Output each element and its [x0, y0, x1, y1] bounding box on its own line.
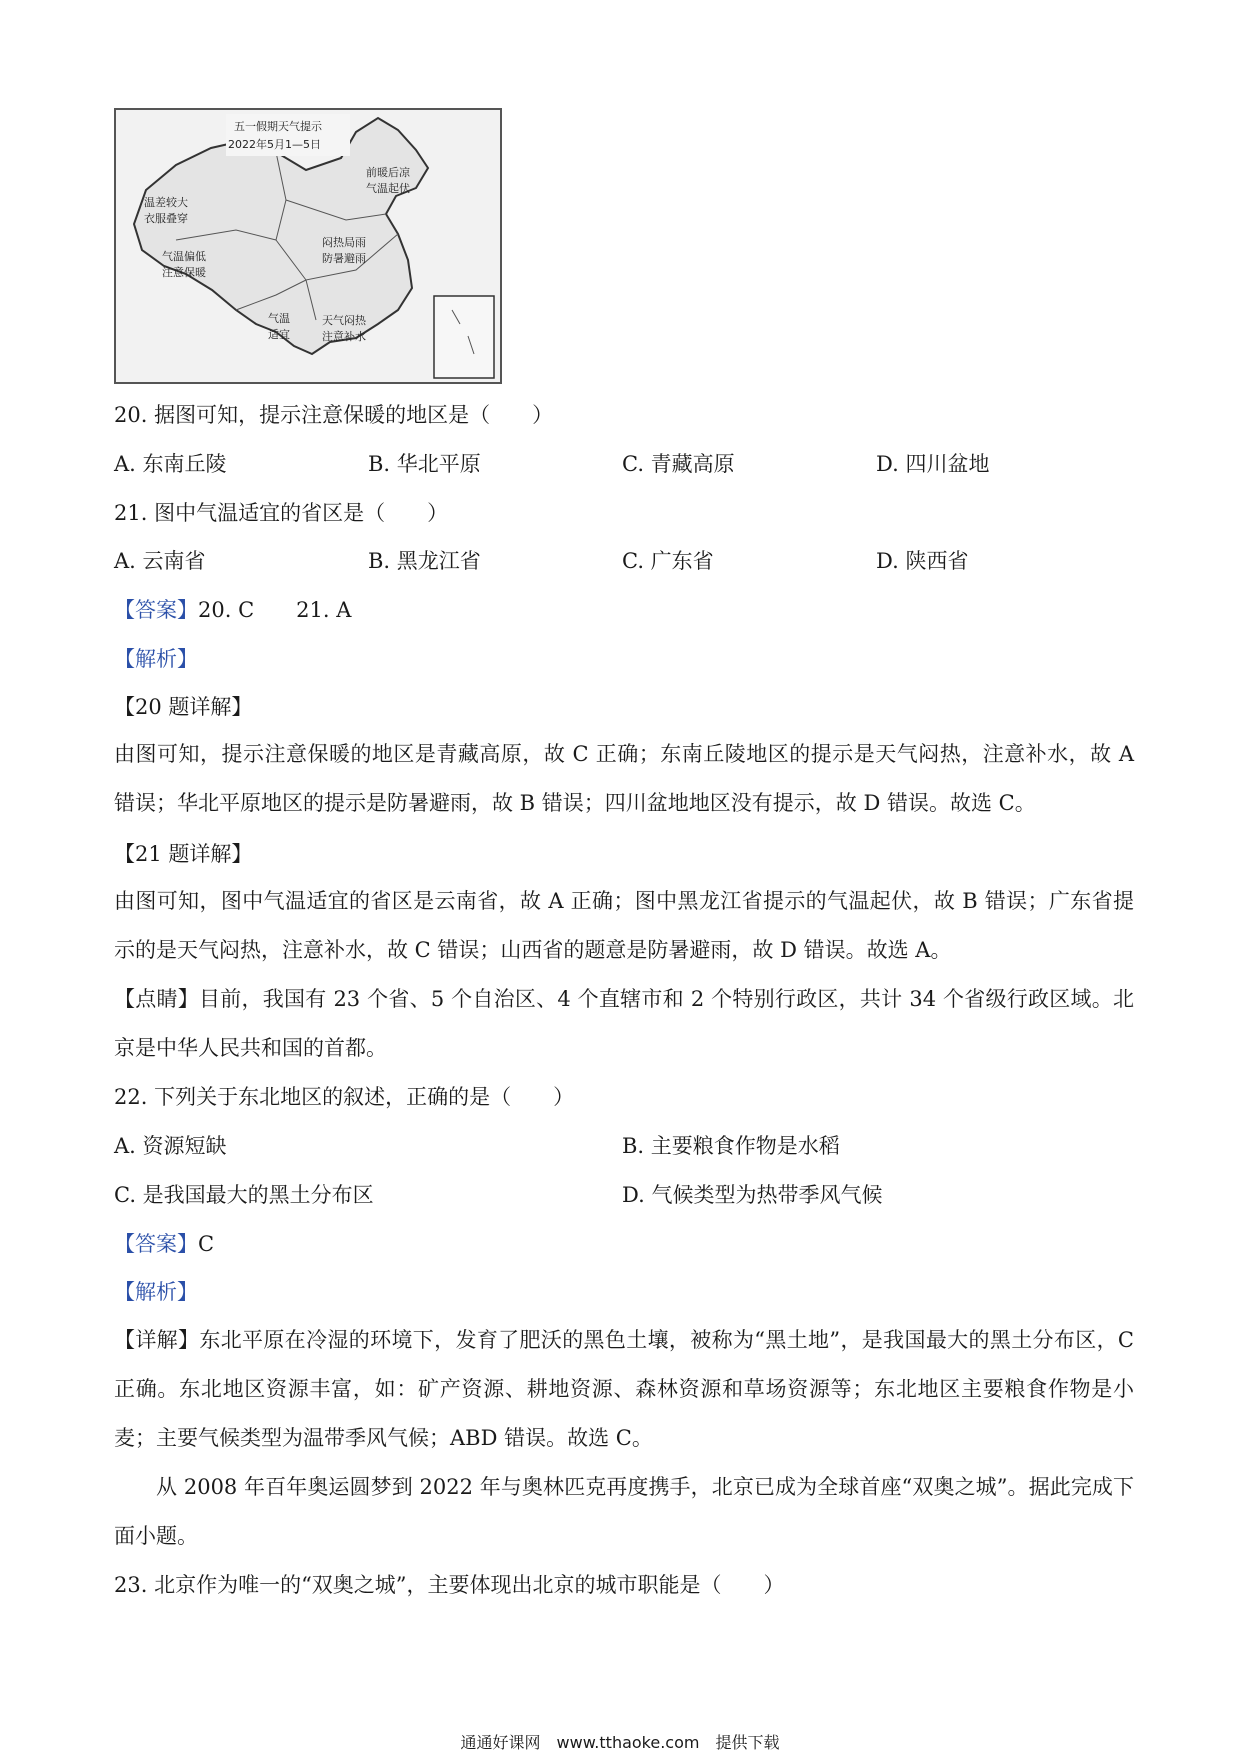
q21-option-b: B. 黑龙江省: [368, 549, 481, 573]
label-tibet-2: 注意保暖: [162, 266, 206, 279]
q20-option-c: C. 青藏高原: [622, 452, 735, 476]
q22-option-c: C. 是我国最大的黑土分布区: [114, 1183, 374, 1207]
q21-option-a: A. 云南省: [114, 549, 206, 573]
map-graphic: [116, 110, 500, 382]
label-tibet-1: 气温偏低: [162, 250, 206, 263]
analysis-tag-1: 【解析】: [114, 647, 198, 671]
q20-option-d: D. 四川盆地: [876, 452, 990, 476]
label-southeast-2: 注意补水: [322, 330, 366, 343]
q20-option-b: B. 华北平原: [368, 452, 481, 476]
detail-21-title: 【21 题详解】: [114, 842, 253, 866]
analysis-tag-2: 【解析】: [114, 1280, 198, 1304]
detail-21-text: 由图可知，图中气温适宜的省区是云南省，故 A 正确；图中黑龙江省提示的气温起伏，故 B 错误；广东省提示的是天气闷热，注意补水，故 C 错误；山西省的题意是防暑避雨，故 D 错误。故选 A。: [114, 889, 1134, 962]
answer-20-21: [114, 595, 351, 625]
label-southeast-1: 天气闷热: [322, 314, 366, 327]
china-weather-map: [114, 108, 502, 384]
q21-stem: 21. 图中气温适宜的省区是（ ）: [114, 501, 449, 525]
detail-20-text: 由图可知，提示注意保暖的地区是青藏高原，故 C 正确；东南丘陵地区的提示是天气闷热，注意补水，故 A 错误；华北平原地区的提示是防暑避雨，故 B 错误；四川盆地地区没有提示，故 D 错误。故选 C。: [114, 742, 1134, 815]
label-north-1: 闷热局雨: [322, 236, 366, 249]
q23-stem: 23. 北京作为唯一的“双奥之城”，主要体现出北京的城市职能是（ ）: [114, 1573, 785, 1597]
q22-option-d: D. 气候类型为热带季风气候: [622, 1183, 883, 1207]
q20-option-a: A. 东南丘陵: [114, 452, 227, 476]
q20-stem: 20. 据图可知，提示注意保暖的地区是（ ）: [114, 403, 554, 427]
label-north-2: 防暑避雨: [322, 252, 366, 265]
footer-source: 通通好课网 www.tthaoke.com 提供下载: [460, 1733, 780, 1752]
answer-tag-2: 【答案】: [114, 1232, 198, 1256]
map-date: 2022年5月1—5日: [228, 138, 321, 151]
map-title: 五一假期天气提示: [234, 120, 322, 133]
q21-option-c: C. 广东省: [622, 549, 714, 573]
label-northeast-2: 气温起伏: [366, 182, 410, 195]
label-northeast-1: 前暖后凉: [366, 166, 410, 179]
q22-stem: 22. 下列关于东北地区的叙述，正确的是（ ）: [114, 1085, 575, 1109]
q21-option-d: D. 陕西省: [876, 549, 969, 573]
answer-22: [114, 1229, 214, 1259]
q22-option-b: B. 主要粮食作物是水稻: [622, 1134, 840, 1158]
q22-option-a: A. 资源短缺: [114, 1134, 227, 1158]
answer-tag: 【答案】: [114, 598, 198, 622]
label-yunnan-1: 气温: [268, 312, 290, 325]
label-yunnan-2: 适宜: [268, 328, 290, 341]
answer-text-2: C: [198, 1232, 215, 1256]
intro-paragraph: 从 2008 年百年奥运圆梦到 2022 年与奥林匹克再度携手，北京已成为全球首座“双奥之城”。据此完成下面小题。: [114, 1475, 1134, 1548]
label-xinjiang-1: 温差较大: [144, 196, 188, 209]
dianjing-note: 【点睛】目前，我国有 23 个省、5 个自治区、4 个直辖市和 2 个特别行政区，共计 34 个省级行政区域。北京是中华人民共和国的首都。: [114, 987, 1134, 1060]
south-china-sea-inset: [434, 296, 494, 378]
detail-20-title: 【20 题详解】: [114, 695, 253, 719]
detail-22-text: 【详解】东北平原在冷湿的环境下，发育了肥沃的黑色土壤，被称为“黑土地”，是我国最大的黑土分布区，C 正确。东北地区资源丰富，如：矿产资源、耕地资源、森林资源和草场资源等；东北地区主要粮食作物是小麦；主要气候类型为温带季风气候；ABD 错误。故选 C。: [114, 1328, 1134, 1450]
answer-text: 20. C 21. A: [198, 598, 352, 622]
label-xinjiang-2: 衣服叠穿: [144, 212, 188, 225]
